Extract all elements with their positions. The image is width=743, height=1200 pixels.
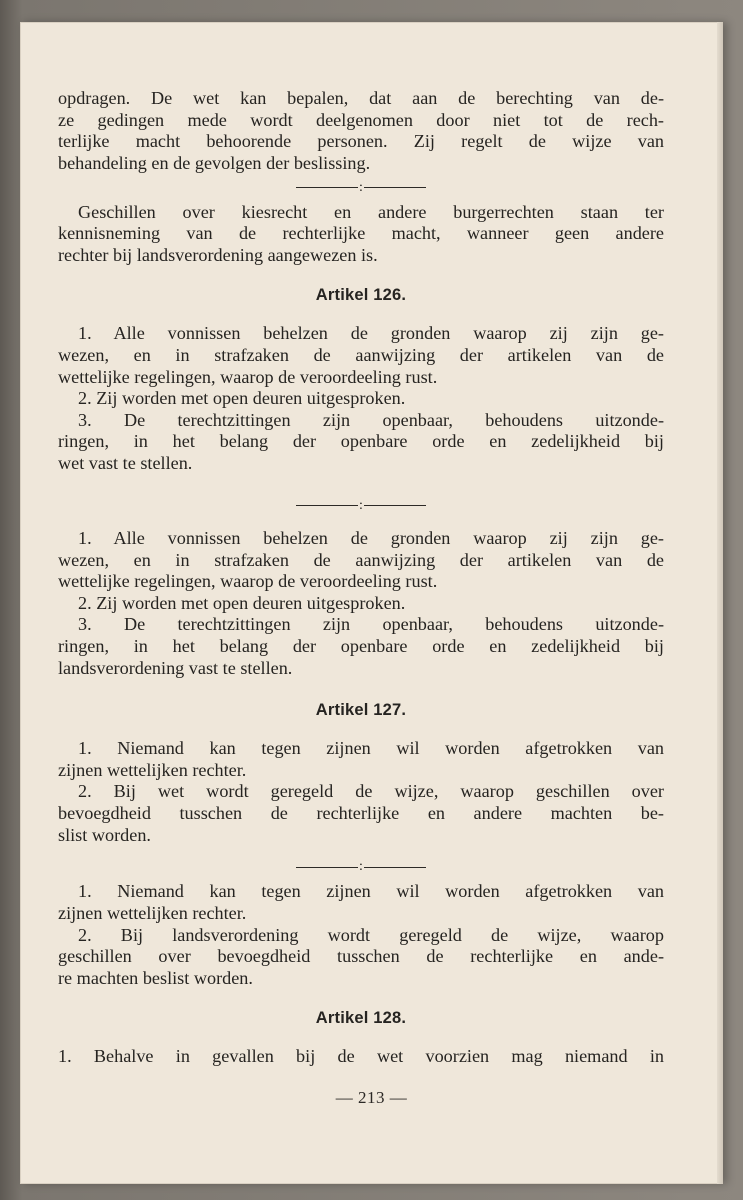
text-line: 2. Zij worden met open deuren uitgesproken.: [78, 592, 406, 613]
text-line: 2. Bij landsverordening wordt geregeld de wijze, waarop: [78, 924, 664, 945]
separator-rule-right: [364, 867, 426, 868]
text-line: zijnen wettelijken rechter.: [58, 759, 247, 780]
text-line: geschillen over bevoegdheid tusschen de rechterlijke en ande-: [58, 946, 664, 967]
text-line: wettelijke regelingen, waarop de veroordeeling rust.: [58, 571, 438, 592]
text-line: ringen, in het belang der openbare orde en zedelijkheid bij: [58, 431, 664, 452]
text-line: landsverordening vast te stellen.: [58, 657, 293, 678]
page-number: — 213 —: [335, 1088, 408, 1107]
paragraph-geschillen: [58, 202, 664, 267]
text-line: slist worden.: [58, 824, 151, 845]
article-127-old-text: [58, 738, 664, 846]
text-line: 1. Behalve in gevallen bij de wet voorzien mag niemand in: [58, 1046, 664, 1067]
text-line: 1. Niemand kan tegen zijnen wil worden afgetrokken van: [78, 738, 664, 759]
text-line: terlijke macht behoorende personen. Zij regelt de wijze van: [58, 131, 664, 152]
text-line: wet vast te stellen.: [58, 453, 193, 474]
section-separator: [58, 497, 664, 515]
paragraph-berechting: [58, 88, 664, 174]
text-line: opdragen. De wet kan bepalen, dat aan de berechting van de-: [58, 88, 664, 108]
text-line: behandeling en de gevolgen der beslissing.: [58, 152, 371, 173]
text-line: 1. Alle vonnissen behelzen de gronden waarop zij zijn ge-: [78, 527, 664, 548]
article-126-new-text: [58, 528, 664, 679]
text-line: zijnen wettelijken rechter.: [58, 903, 247, 924]
text-line: 3. De terechtzittingen zijn openbaar, behoudens uitzonde-: [78, 409, 664, 430]
document-page: [20, 22, 723, 1184]
text-line: ze gedingen mede wordt deelgenomen door niet tot de rech-: [58, 109, 664, 130]
section-separator: [58, 178, 664, 196]
article-126-old-text: [58, 323, 664, 474]
text-line: 1. Alle vonnissen behelzen de gronden waarop zij zijn ge-: [78, 323, 664, 344]
separator-colon: :: [359, 179, 363, 195]
separator-rule-right: [364, 187, 426, 188]
text-line: wezen, en in strafzaken de aanwijzing der artikelen van de: [58, 549, 664, 570]
text-line: ringen, in het belang der openbare orde en zedelijkheid bij: [58, 635, 664, 656]
separator-rule-right: [364, 505, 426, 506]
separator-rule-left: [296, 867, 358, 868]
text-line: 2. Bij wet wordt geregeld de wijze, waarop geschillen over: [78, 781, 664, 802]
article-128-heading: Artikel 128.: [315, 1009, 407, 1028]
section-separator: [58, 858, 664, 876]
article-127-new-text: [58, 881, 664, 989]
separator-rule-left: [296, 505, 358, 506]
separator-colon: :: [359, 497, 363, 513]
text-line: 3. De terechtzittingen zijn openbaar, behoudens uitzonde-: [78, 614, 664, 635]
text-line: 2. Zij worden met open deuren uitgesproken.: [78, 388, 406, 409]
text-line: 1. Niemand kan tegen zijnen wil worden afgetrokken van: [78, 881, 664, 902]
text-line: re machten beslist worden.: [58, 967, 253, 988]
text-line: wezen, en in strafzaken de aanwijzing der artikelen van de: [58, 345, 664, 366]
text-line: Geschillen over kiesrecht en andere burgerrechten staan ter: [78, 201, 664, 222]
page-body: [58, 88, 664, 1068]
text-line: wettelijke regelingen, waarop de veroordeeling rust.: [58, 366, 438, 387]
article-128-text: [58, 1046, 664, 1068]
article-126-heading: Artikel 126.: [315, 286, 407, 305]
text-line: kennisneming van de rechterlijke macht, wanneer geen andere: [58, 223, 664, 244]
text-line: bevoegdheid tusschen de rechterlijke en andere machten be-: [58, 802, 664, 823]
text-line: rechter bij landsverordening aangewezen is.: [58, 244, 378, 265]
article-127-heading: Artikel 127.: [315, 701, 407, 720]
separator-colon: :: [359, 859, 363, 875]
separator-rule-left: [296, 187, 358, 188]
